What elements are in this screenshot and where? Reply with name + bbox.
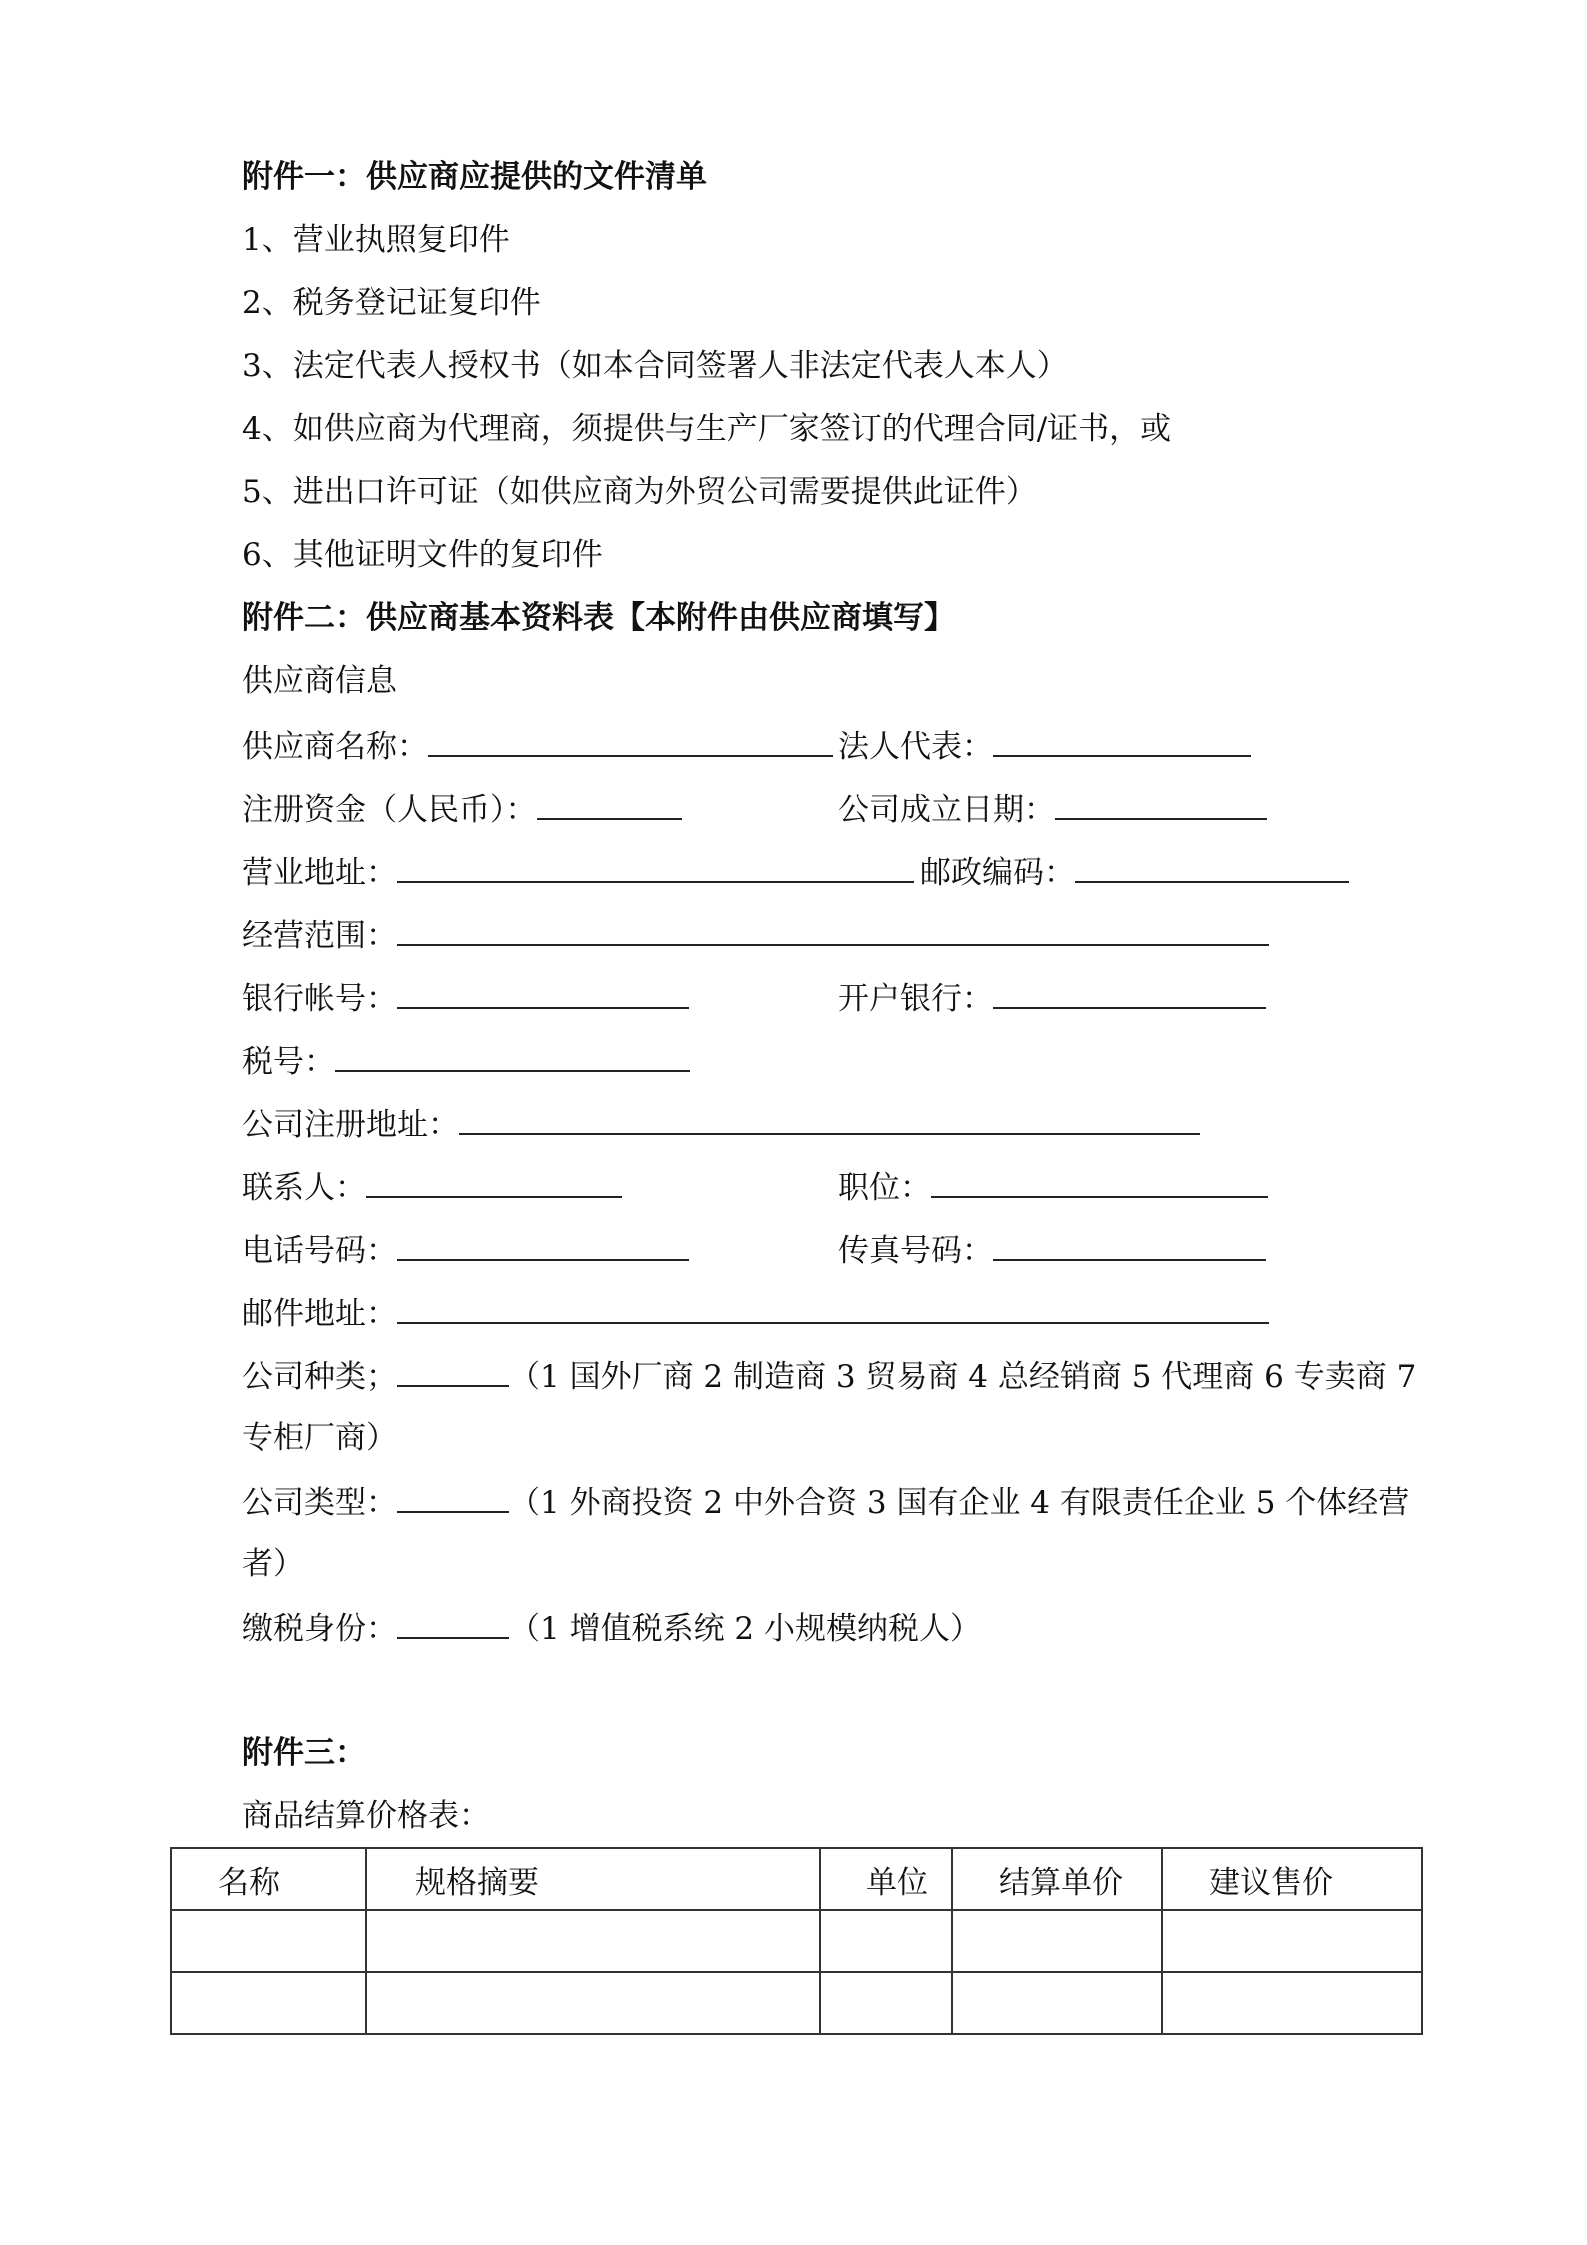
table-row	[171, 1910, 1422, 1972]
price-table	[170, 1847, 1423, 2035]
contact-row	[242, 1166, 622, 1208]
company-type-options: （1 外商投资 2 中外合资 3 国有企业 4 有限责任企业 5 个体经营	[509, 1485, 1410, 1521]
annex2-title: 附件二：供应商基本资料表【本附件由供应商填写】	[242, 600, 955, 636]
company-type-label: 公司类型：	[242, 1485, 397, 1521]
table-cell[interactable]	[952, 1910, 1162, 1972]
table-cell[interactable]	[820, 1972, 952, 2034]
founding-date-row	[838, 788, 1267, 830]
registered-address-row	[242, 1103, 1200, 1145]
legal-rep-row	[838, 725, 1251, 767]
bank-account-row	[242, 977, 689, 1019]
table-cell[interactable]	[171, 1972, 366, 2034]
contact-blank[interactable]	[366, 1166, 622, 1198]
annex1-item-5: 5、进出口许可证（如供应商为外贸公司需要提供此证件）	[242, 474, 1037, 510]
bank-row	[838, 977, 1266, 1019]
business-scope-label: 经营范围：	[242, 918, 397, 954]
table-cell[interactable]	[952, 1972, 1162, 2034]
bank-label: 开户银行：	[838, 981, 993, 1017]
postal-code-label: 邮政编码：	[920, 855, 1075, 891]
position-label: 职位：	[838, 1170, 931, 1206]
postal-code-blank[interactable]	[1075, 851, 1349, 883]
phone-row	[242, 1229, 689, 1271]
company-type-row	[242, 1481, 1409, 1523]
business-scope-blank[interactable]	[397, 914, 1269, 946]
tax-status-label: 缴税身份：	[242, 1611, 397, 1647]
postal-code-row	[920, 851, 1349, 893]
fax-row	[838, 1229, 1266, 1271]
registered-capital-row	[242, 788, 682, 830]
fax-blank[interactable]	[993, 1229, 1266, 1261]
annex3-title: 附件三：	[242, 1735, 366, 1771]
price-table-caption: 商品结算价格表：	[242, 1798, 490, 1834]
tax-id-blank[interactable]	[335, 1040, 690, 1072]
business-address-row	[242, 851, 914, 893]
legal-rep-label: 法人代表：	[838, 729, 993, 765]
bank-account-blank[interactable]	[397, 977, 689, 1009]
table-cell[interactable]	[366, 1910, 820, 1972]
business-scope-row	[242, 914, 1269, 956]
company-type-blank[interactable]	[397, 1481, 509, 1513]
legal-rep-blank[interactable]	[993, 725, 1251, 757]
business-address-label: 营业地址：	[242, 855, 397, 891]
annex1-item-6: 6、其他证明文件的复印件	[242, 537, 603, 573]
annex1-title: 附件一：供应商应提供的文件清单	[242, 159, 707, 195]
company-kind-label: 公司种类；	[242, 1359, 397, 1395]
supplier-name-label: 供应商名称：	[242, 729, 428, 765]
header-suggested-price: 建议售价	[1162, 1848, 1422, 1910]
annex1-item-4: 4、如供应商为代理商，须提供与生产厂家签订的代理合同/证书，或	[242, 411, 1172, 447]
phone-blank[interactable]	[397, 1229, 689, 1261]
header-settlement-price: 结算单价	[952, 1848, 1162, 1910]
business-address-blank[interactable]	[397, 851, 914, 883]
price-table-header-row	[171, 1848, 1422, 1910]
table-row	[171, 1972, 1422, 2034]
annex1-item-1: 1、营业执照复印件	[242, 222, 510, 258]
fax-label: 传真号码：	[838, 1233, 993, 1269]
registered-address-label: 公司注册地址：	[242, 1107, 459, 1143]
tax-id-label: 税号：	[242, 1044, 335, 1080]
supplier-name-row	[242, 725, 833, 767]
registered-address-blank[interactable]	[459, 1103, 1200, 1135]
tax-id-row	[242, 1040, 690, 1082]
tax-status-row	[242, 1607, 981, 1649]
table-cell[interactable]	[1162, 1972, 1422, 2034]
table-cell[interactable]	[366, 1972, 820, 2034]
header-unit: 单位	[820, 1848, 952, 1910]
table-cell[interactable]	[1162, 1910, 1422, 1972]
table-cell[interactable]	[820, 1910, 952, 1972]
company-kind-row	[242, 1355, 1416, 1397]
supplier-name-blank[interactable]	[428, 725, 833, 757]
email-label: 邮件地址：	[242, 1296, 397, 1332]
position-row	[838, 1166, 1268, 1208]
registered-capital-label: 注册资金（人民币）：	[242, 792, 537, 828]
annex1-item-3: 3、法定代表人授权书（如本合同签署人非法定代表人本人）	[242, 348, 1068, 384]
annex2-section-heading: 供应商信息	[242, 663, 397, 699]
tax-status-blank[interactable]	[397, 1607, 509, 1639]
founding-date-blank[interactable]	[1055, 788, 1267, 820]
header-name: 名称	[171, 1848, 366, 1910]
annex1-item-2: 2、税务登记证复印件	[242, 285, 541, 321]
table-cell[interactable]	[171, 1910, 366, 1972]
bank-account-label: 银行帐号：	[242, 981, 397, 1017]
company-kind-options: （1 国外厂商 2 制造商 3 贸易商 4 总经销商 5 代理商 6 专卖商 7	[509, 1359, 1417, 1395]
header-spec: 规格摘要	[366, 1848, 820, 1910]
tax-status-options: （1 增值税系统 2 小规模纳税人）	[509, 1611, 982, 1647]
company-type-options-cont: 者）	[242, 1546, 304, 1582]
company-kind-blank[interactable]	[397, 1355, 509, 1387]
bank-blank[interactable]	[993, 977, 1266, 1009]
position-blank[interactable]	[931, 1166, 1268, 1198]
registered-capital-blank[interactable]	[537, 788, 682, 820]
founding-date-label: 公司成立日期：	[838, 792, 1055, 828]
contact-label: 联系人：	[242, 1170, 366, 1206]
email-row	[242, 1292, 1269, 1334]
company-kind-options-cont: 专柜厂商）	[242, 1420, 397, 1456]
phone-label: 电话号码：	[242, 1233, 397, 1269]
email-blank[interactable]	[397, 1292, 1269, 1324]
